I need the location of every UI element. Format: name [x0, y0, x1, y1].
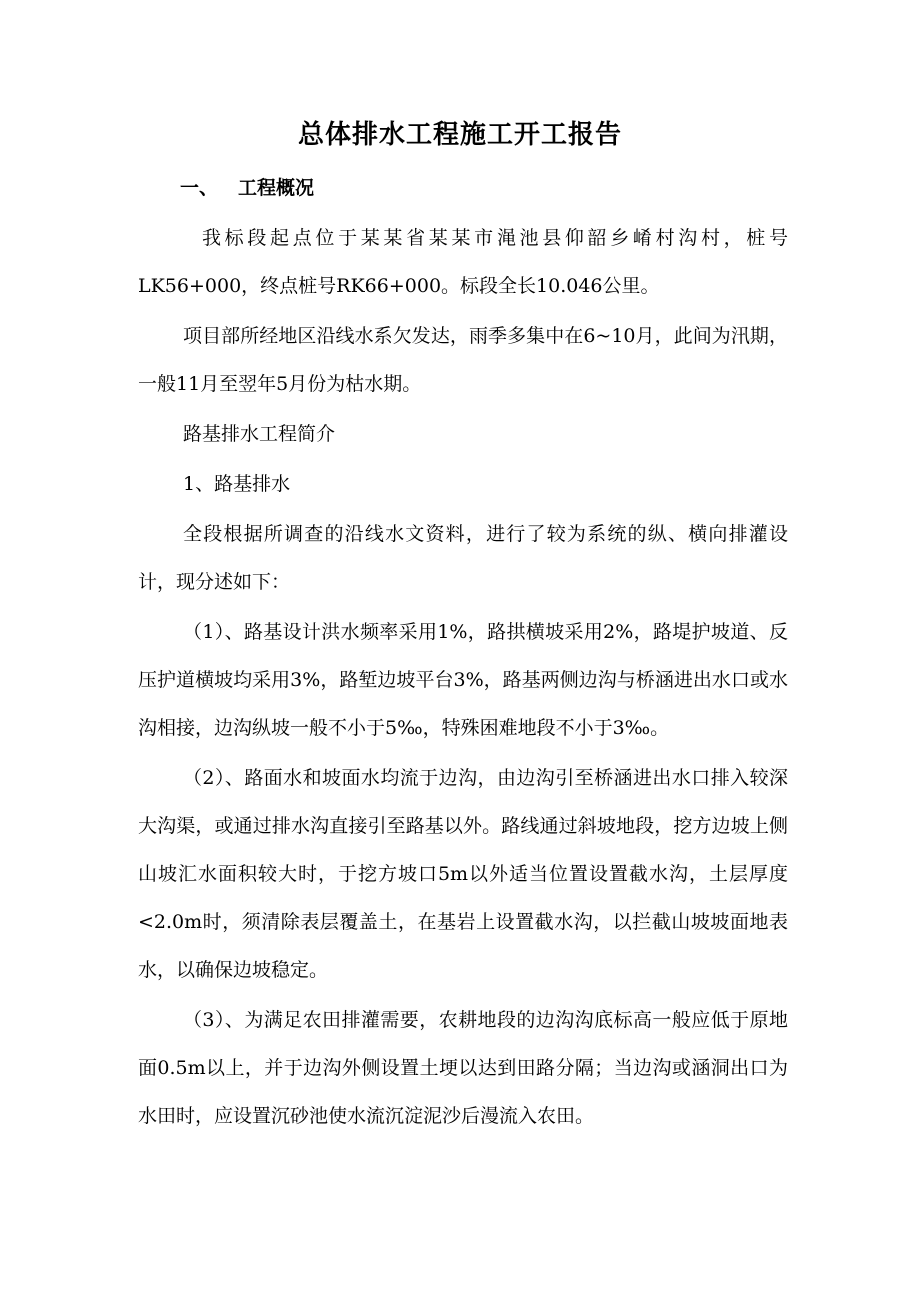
section-heading-text: 工程概况	[238, 177, 315, 199]
paragraph-hydrology: 项目部所经地区沿线水系欠发达，雨季多集中在6~10月，此间为汛期，一般11月至翌年5月份为枯水期。	[138, 325, 788, 395]
document-title: 总体排水工程施工开工报告	[297, 120, 622, 150]
section-heading	[180, 173, 314, 200]
paragraph-item-3: （3）、为满足农田排灌需要，农耕地段的边沟沟底标高一般应低于原地面0.5m以上，并于边沟外侧设置土埂以达到田路分隔；当边沟或涵洞出口为水田时，应设置沉砂池使水流沉淀泥沙后漫流入农田。	[138, 1009, 788, 1127]
paragraph-item-1: （1）、路基设计洪水频率采用1%，路拱横坡采用2%，路堤护坡道、反压护道横坡均采用3%，路堑边坡平台3%，路基两侧边沟与桥涵进出水口或水沟相接，边沟纵坡一般不小于5‰，特殊困难地段不小于3‰。	[138, 621, 788, 739]
paragraph-item-2: （2）、路面水和坡面水均流于边沟，由边沟引至桥涵进出水口排入较深大沟渠，或通过排水沟直接引至路基以外。路线通过斜坡地段，挖方边坡上侧山坡汇水面积较大时，于挖方坡口5m以外适当位置设置截水沟，土层厚度<2.0m时，须清除表层覆盖土，在基岩上设置截水沟，以拦截山坡坡面地表水，以确保边坡稳定。	[138, 767, 788, 981]
section-number: 一、	[180, 177, 219, 199]
document-body	[138, 214, 788, 1140]
paragraph-overview: 全段根据所调查的沿线水文资料，进行了较为系统的纵、横向排灌设计，现分述如下：	[138, 523, 788, 593]
paragraph-subheading: 路基排水工程简介	[183, 423, 336, 445]
paragraph-location: 我标段起点位于某某省某某市渑池县仰韶乡崤村沟村，桩号LK56+000，终点桩号RK66+000。标段全长10.046公里。	[138, 227, 788, 297]
paragraph-item-heading: 1、路基排水	[183, 473, 291, 495]
